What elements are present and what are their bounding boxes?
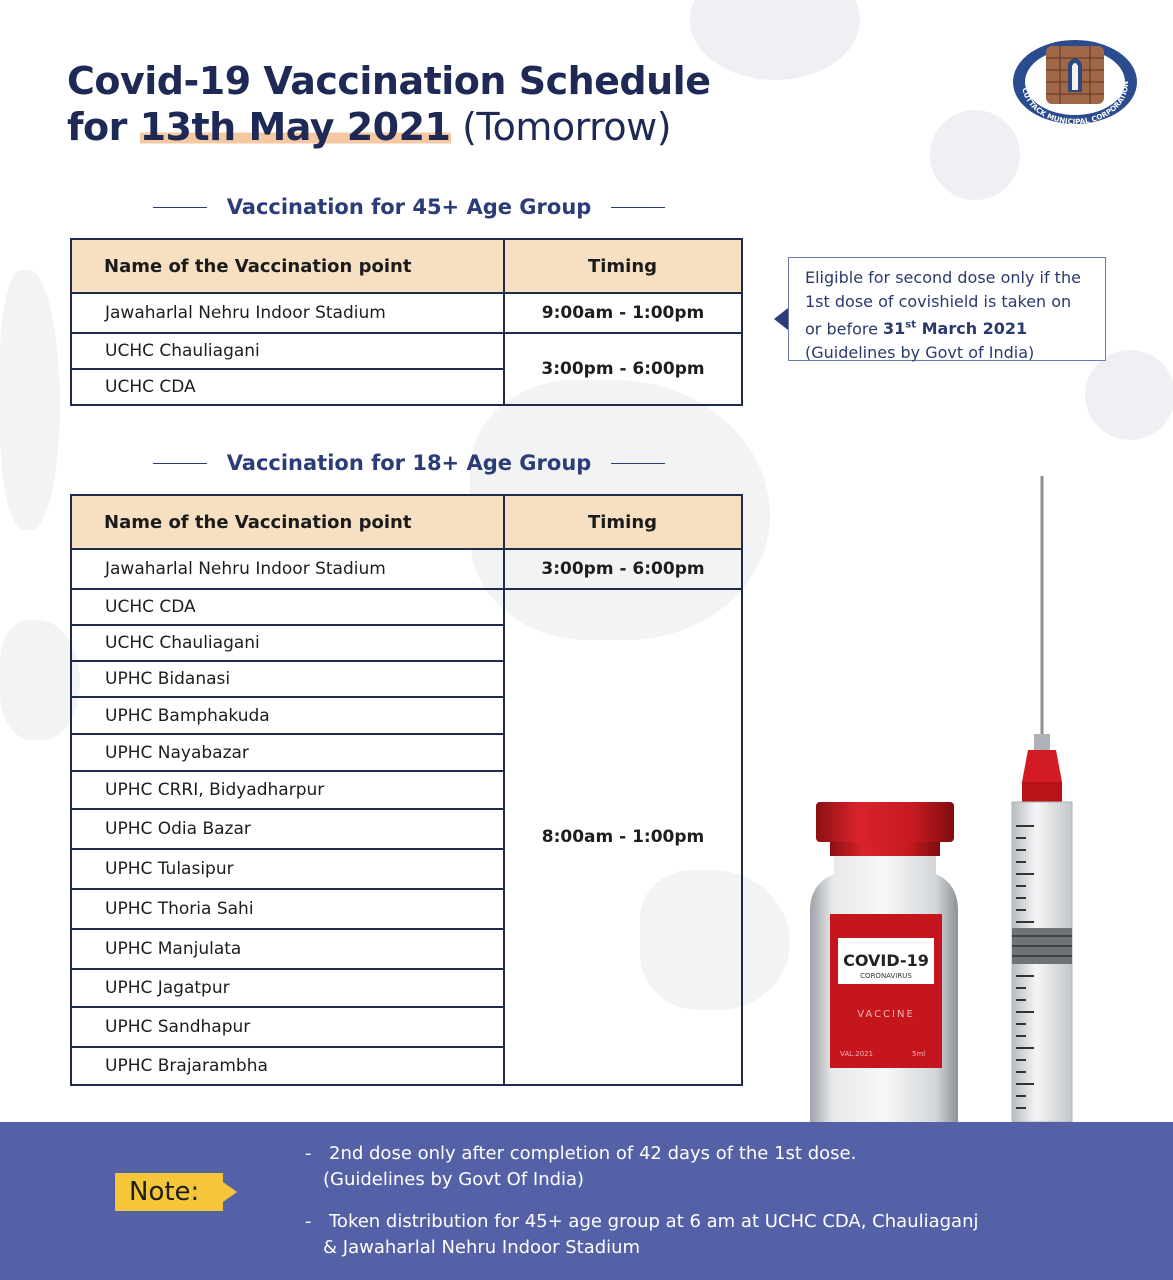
vaccination-point: UPHC Sandhapur xyxy=(71,1007,504,1047)
heading-rule xyxy=(611,463,665,464)
timing-cell: 3:00pm - 6:00pm xyxy=(504,549,742,589)
info-pointer-icon xyxy=(774,308,788,330)
syringe-icon xyxy=(998,476,1082,1122)
eligibility-info-box: Eligible for second dose only if the 1st dose of covishield is taken on or before 31st March 2021 (Guidelines by Govt of India) xyxy=(788,257,1106,361)
column-header-name: Name of the Vaccination point xyxy=(71,495,504,549)
vaccination-point: Jawaharlal Nehru Indoor Stadium xyxy=(71,549,504,589)
heading-rule xyxy=(611,207,665,208)
section-heading-18: Vaccination for 18+ Age Group xyxy=(133,451,685,475)
cmc-logo-icon xyxy=(1008,32,1142,128)
vaccination-point: UCHC Chauliagani xyxy=(71,333,504,369)
vaccination-point: UPHC Bidanasi xyxy=(71,661,504,697)
note-label: Note: xyxy=(115,1173,223,1211)
column-header-name: Name of the Vaccination point xyxy=(71,239,504,293)
background-virus-shape xyxy=(690,0,860,80)
vaccination-point: Jawaharlal Nehru Indoor Stadium xyxy=(71,293,504,333)
vaccination-point: UPHC Nayabazar xyxy=(71,734,504,771)
vaccination-point: UPHC Manjulata xyxy=(71,929,504,969)
vaccine-vial-icon xyxy=(808,800,968,1122)
vial-sub: CORONAVIRUS xyxy=(860,972,912,980)
vaccination-point: UPHC Tulasipur xyxy=(71,849,504,889)
title-date: 13th May 2021 xyxy=(139,105,451,149)
heading-rule xyxy=(153,207,207,208)
vaccination-point: UPHC CRRI, Bidyadharpur xyxy=(71,771,504,809)
page-title xyxy=(67,58,710,150)
table-row xyxy=(71,589,742,625)
vaccination-point: UPHC Odia Bazar xyxy=(71,809,504,849)
schedule-table-45 xyxy=(70,238,743,406)
heading-rule xyxy=(153,463,207,464)
background-map xyxy=(0,620,80,740)
vial-val: VAL.2021 xyxy=(840,1050,874,1058)
vaccination-point: UPHC Bamphakuda xyxy=(71,697,504,734)
vaccination-point: UPHC Thoria Sahi xyxy=(71,889,504,929)
table-row xyxy=(71,549,742,589)
table-row xyxy=(71,333,742,369)
title-line2: for 13th May 2021 (Tomorrow) xyxy=(67,105,672,149)
schedule-table-18 xyxy=(70,494,743,1086)
column-header-timing: Timing xyxy=(504,239,742,293)
vial-vol: 5ml xyxy=(912,1050,926,1058)
title-tomorrow: (Tomorrow) xyxy=(450,105,672,149)
timing-cell: 9:00am - 1:00pm xyxy=(504,293,742,333)
timing-cell: 8:00am - 1:00pm xyxy=(504,589,742,1085)
logo-text: CUTTACK MUNICIPAL CORPORATION xyxy=(1020,81,1131,127)
timing-cell: 3:00pm - 6:00pm xyxy=(504,333,742,405)
vaccination-point: UPHC Jagatpur xyxy=(71,969,504,1007)
vaccination-point: UCHC Chauliagani xyxy=(71,625,504,661)
background-map xyxy=(0,270,60,530)
note-item: - 2nd dose only after completion of 42 days of the 1st dose. (Guidelines by Govt Of India) xyxy=(305,1143,857,1190)
vial-type: VACCINE xyxy=(857,1009,915,1020)
background-virus-shape xyxy=(930,110,1020,200)
section-heading-45: Vaccination for 45+ Age Group xyxy=(133,195,685,219)
column-header-timing: Timing xyxy=(504,495,742,549)
vaccination-point: UCHC CDA xyxy=(71,589,504,625)
title-line1: Covid-19 Vaccination Schedule xyxy=(67,59,711,103)
table-row xyxy=(71,293,742,333)
vial-label: COVID-19 xyxy=(843,951,929,970)
vaccination-point: UCHC CDA xyxy=(71,369,504,405)
note-item: - Token distribution for 45+ age group at 6 am at UCHC CDA, Chauliaganj & Jawaharlal Nehru Indoor Stadium xyxy=(305,1211,979,1258)
vaccination-point: UPHC Brajarambha xyxy=(71,1047,504,1085)
